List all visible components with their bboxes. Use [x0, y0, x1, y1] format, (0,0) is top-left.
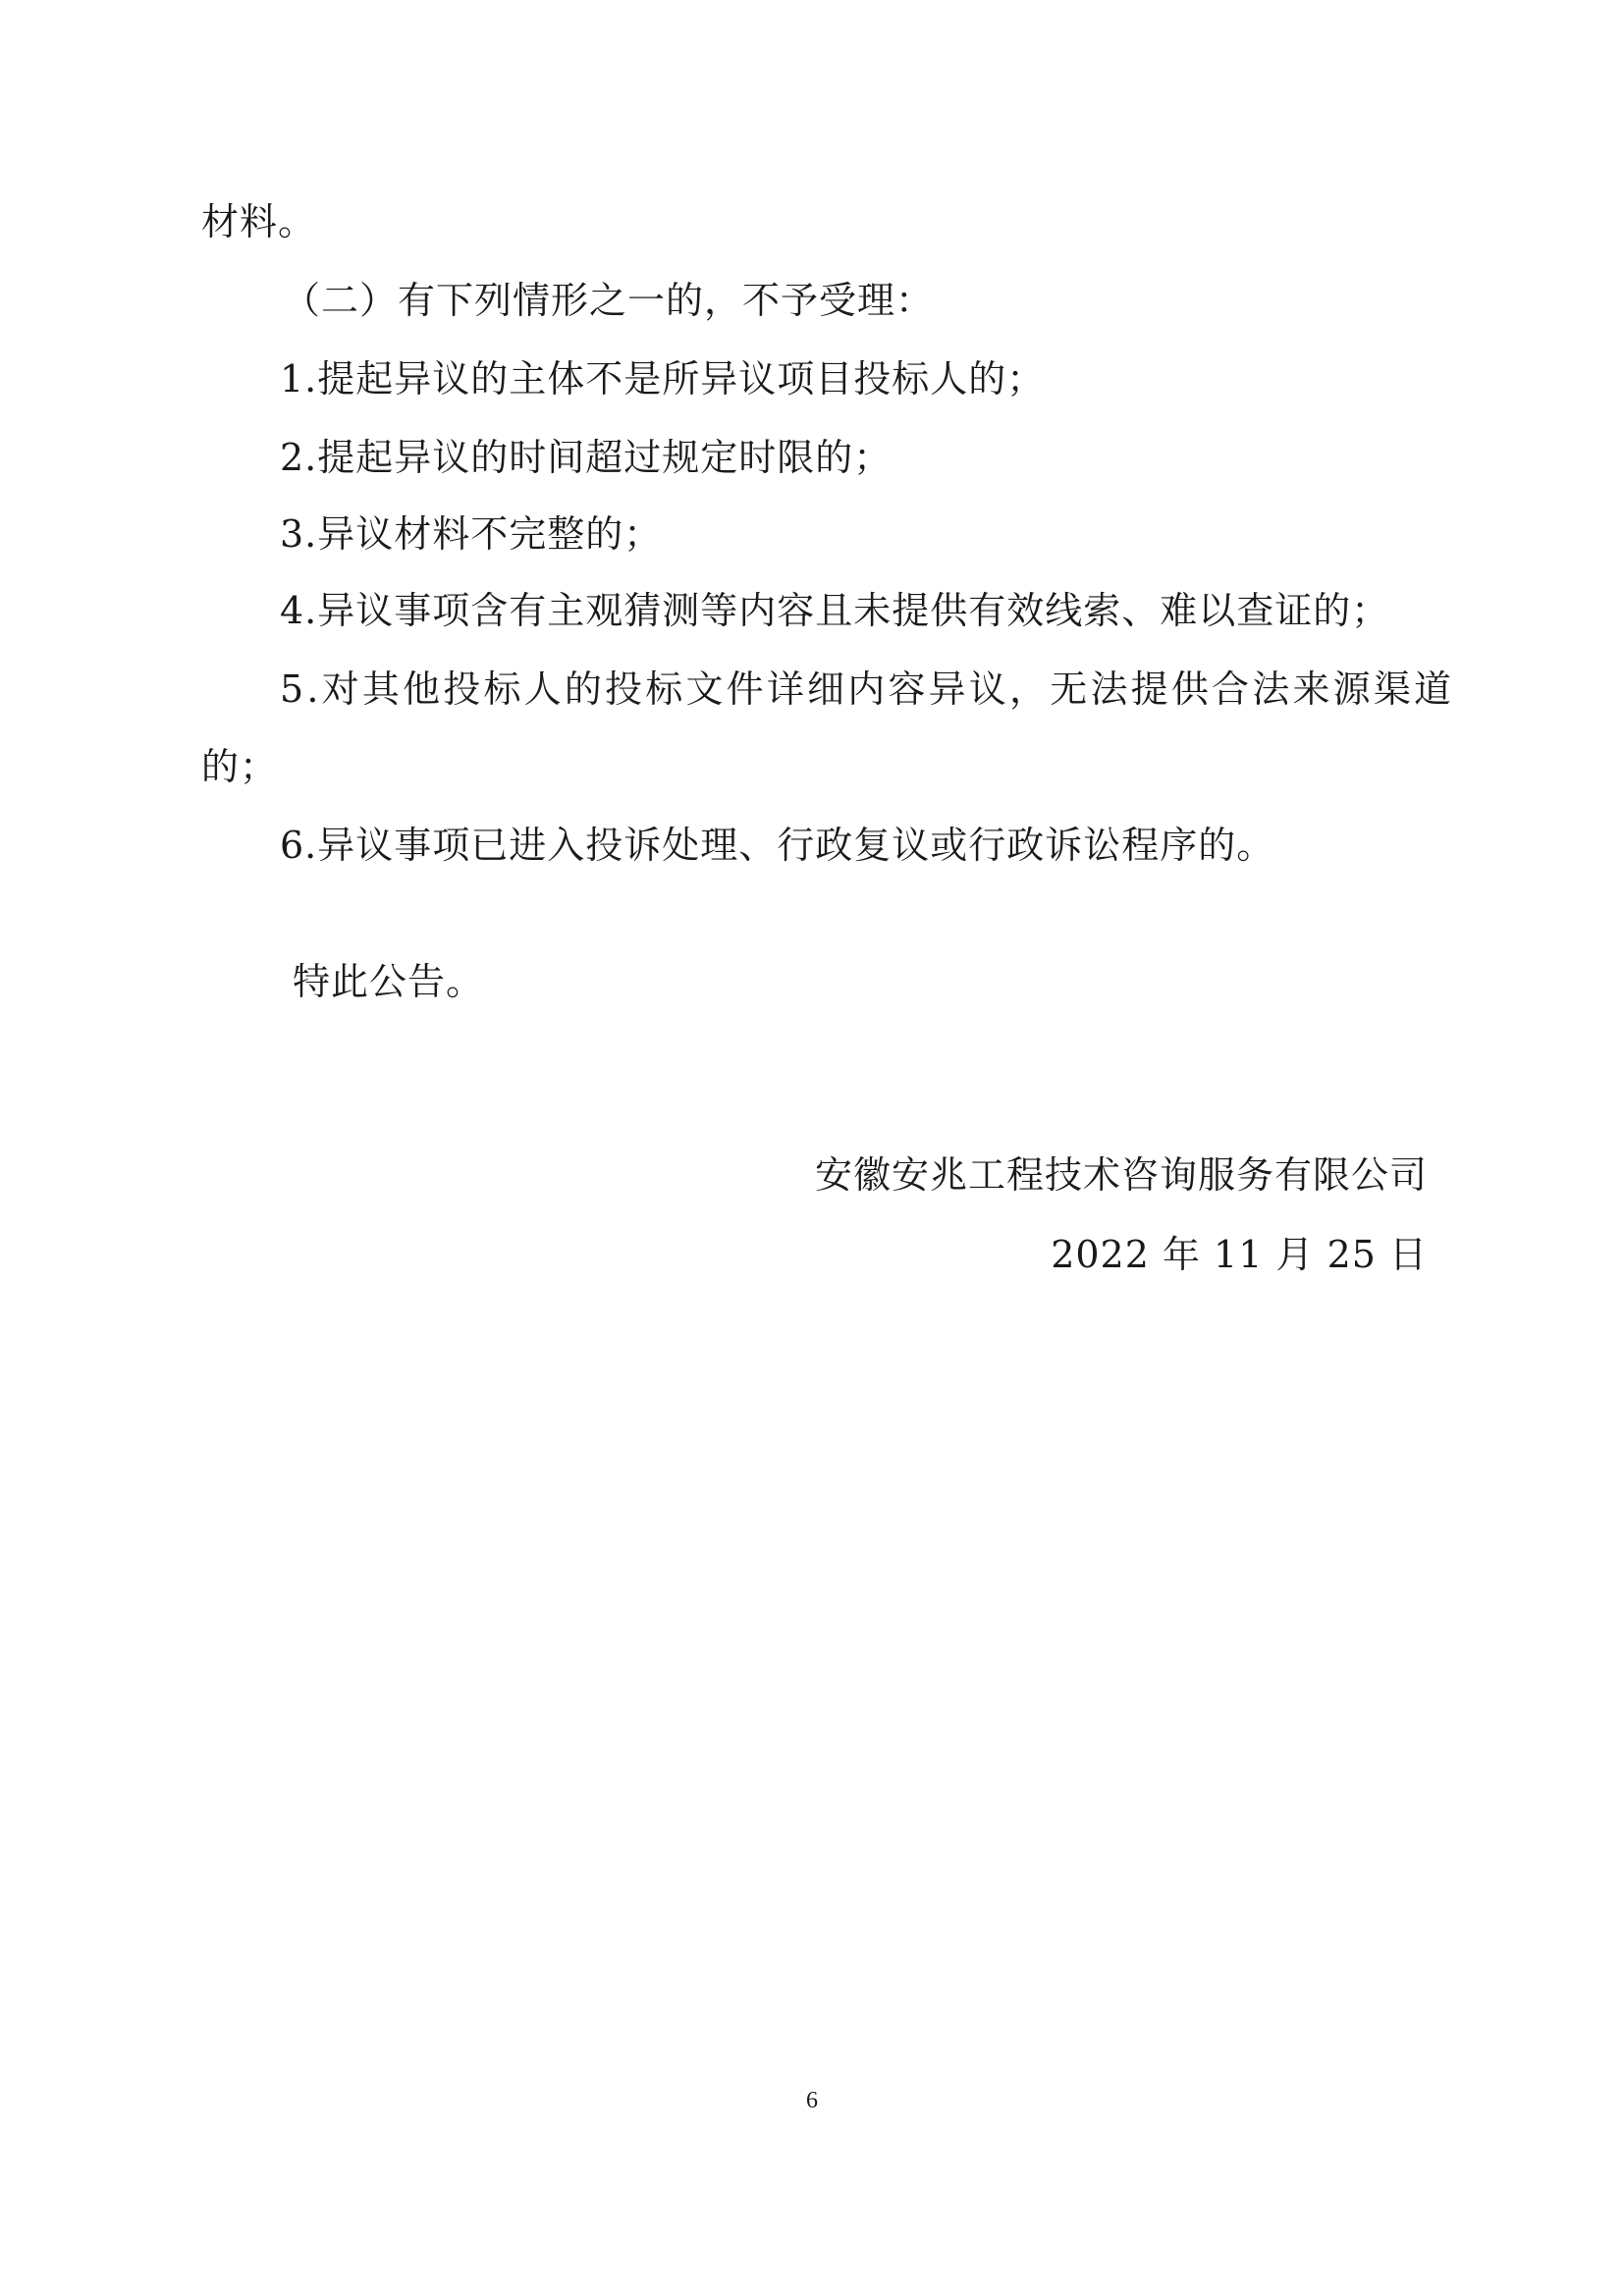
closing-statement: 特此公告。 [293, 960, 485, 1003]
body-text-line: 材料。 [201, 200, 317, 243]
list-item: 1.提起异议的主体不是所异议项目投标人的； [280, 357, 1046, 400]
signature-organization: 安徽安兆工程技术咨询服务有限公司 [814, 1153, 1428, 1197]
signature-date: 2022 年 11 月 25 日 [1051, 1233, 1428, 1276]
list-item: 2.提起异议的时间超过规定时限的； [280, 436, 893, 479]
section-heading: （二）有下列情形之一的，不予受理： [283, 279, 935, 322]
list-item: 4.异议事项含有主观猜测等内容且未提供有效线索、难以查证的； [280, 589, 1390, 632]
list-item-continuation: 的； [201, 745, 279, 788]
list-item: 5.对其他投标人的投标文件详细内容异议，无法提供合法来源渠道 [280, 667, 1455, 711]
page-number: 6 [806, 2088, 818, 2113]
list-item: 3.异议材料不完整的； [280, 512, 663, 556]
list-item: 6.异议事项已进入投诉处理、行政复议或行政诉讼程序的。 [280, 824, 1275, 867]
